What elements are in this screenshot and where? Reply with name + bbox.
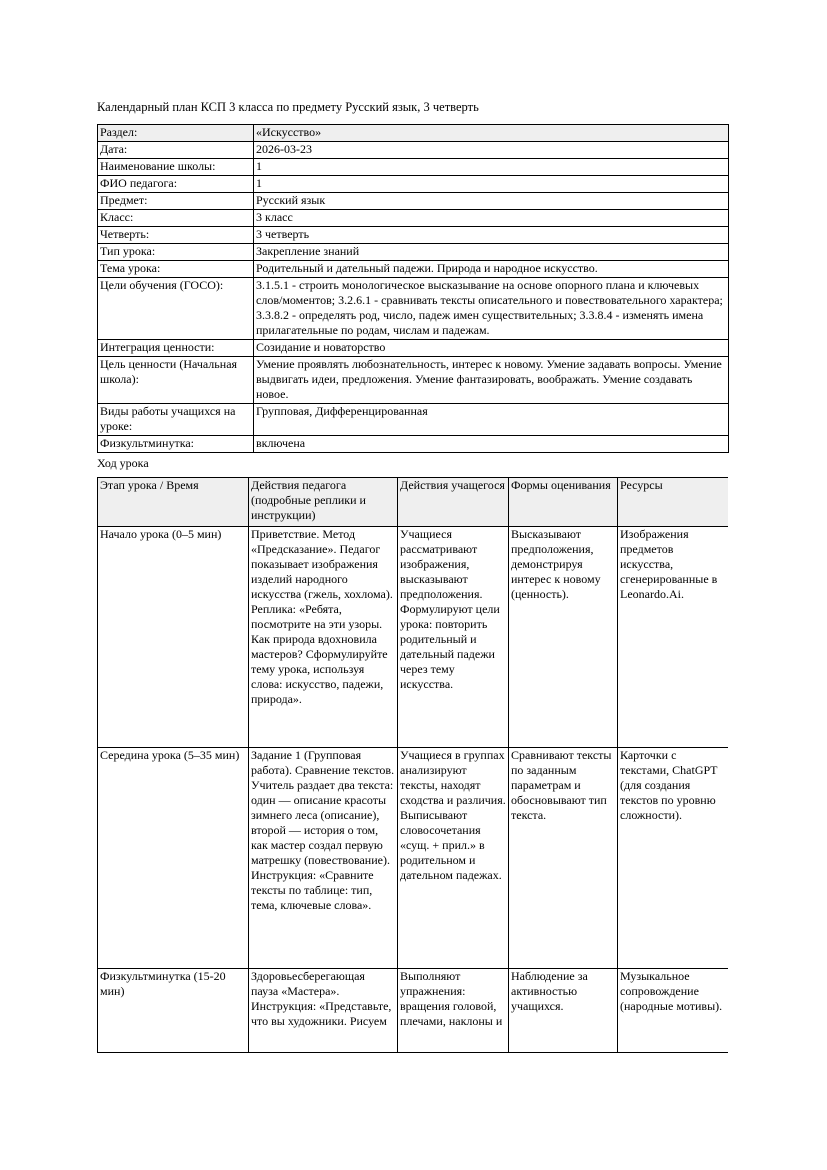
lesson-row [98, 748, 729, 969]
resources-cell: Изображения предметов искусства, сгенерированные в Leonardo.Ai. [618, 527, 729, 748]
info-label: Дата: [98, 142, 254, 159]
assessment-cell: Наблюдение за активностью учащихся. [509, 969, 618, 1053]
info-label: Предмет: [98, 193, 254, 210]
info-value: Созидание и новаторство [254, 340, 729, 357]
info-row [98, 244, 729, 261]
lesson-flow-clipped-region [97, 477, 728, 1055]
info-row [98, 436, 729, 453]
info-row [98, 404, 729, 436]
info-label: Тема урока: [98, 261, 254, 278]
info-label: Виды работы учащихся на уроке: [98, 404, 254, 436]
document-title: Календарный план КСП 3 класса по предмету Русский язык, 3 четверть [97, 100, 479, 114]
info-value: Закрепление знаний [254, 244, 729, 261]
resources-cell: Карточки с текстами, ChatGPT (для создания текстов по уровню сложности). [618, 748, 729, 969]
info-value: Групповая, Дифференцированная [254, 404, 729, 436]
info-label: Наименование школы: [98, 159, 254, 176]
info-label: ФИО педагога: [98, 176, 254, 193]
info-value: Умение проявлять любознательность, интерес к новому. Умение задавать вопросы. Умение выдвигать идеи, предложения. Умение фантазировать, воображать. Умение создавать новое. [254, 357, 729, 404]
info-value: «Искусство» [254, 125, 729, 142]
info-row [98, 340, 729, 357]
section-heading: Ход урока [97, 456, 149, 470]
teacher-actions-cell: Здоровьесберегающая пауза «Мастера». Инструкция: «Представьте, что вы художники. Рисуем [249, 969, 398, 1053]
column-header-stage: Этап урока / Время [98, 478, 249, 527]
column-header-teacher-actions: Действия педагога (подробные реплики и инструкции) [249, 478, 398, 527]
stage-cell: Середина урока (5–35 мин) [98, 748, 249, 969]
lesson-header-row [98, 478, 729, 527]
assessment-cell: Сравнивают тексты по заданным параметрам и обосновывают тип текста. [509, 748, 618, 969]
info-value: Русский язык [254, 193, 729, 210]
info-row [98, 357, 729, 404]
column-header-resources: Ресурсы [618, 478, 729, 527]
info-row [98, 193, 729, 210]
student-actions-cell: Выполняют упражнения: вращения головой, плечами, наклоны и [398, 969, 509, 1053]
stage-cell: Начало урока (0–5 мин) [98, 527, 249, 748]
lesson-flow-table [97, 477, 728, 1053]
info-row [98, 261, 729, 278]
info-label: Цели обучения (ГОСО): [98, 278, 254, 340]
info-row [98, 210, 729, 227]
info-row [98, 142, 729, 159]
column-header-student-actions: Действия учащегося [398, 478, 509, 527]
info-row [98, 159, 729, 176]
teacher-actions-cell: Задание 1 (Групповая работа). Сравнение текстов. Учитель раздает два текста: один — описание красоты зимнего леса (описание), второй — история о том, как мастер создал первую матрешку (повествование). Инструкция: «Сравните тексты по таблице: тип, тема, ключевые слова». [249, 748, 398, 969]
info-row [98, 278, 729, 340]
info-value: 1 [254, 176, 729, 193]
student-actions-cell: Учащиеся рассматривают изображения, высказывают предположения. Формулируют цели урока: повторить родительный и дательный падежи через тему искусства. [398, 527, 509, 748]
info-label: Интеграция ценности: [98, 340, 254, 357]
info-row [98, 176, 729, 193]
document-content [97, 100, 728, 1055]
lesson-row [98, 527, 729, 748]
info-row [98, 125, 729, 142]
teacher-actions-cell: Приветствие. Метод «Предсказание». Педагог показывает изображения изделий народного искусства (гжель, хохлома). Реплика: «Ребята, посмотрите на эти узоры. Как природа вдохновила мастеров? Сформулируйте тему урока, используя слова: искусство, падежи, природа». [249, 527, 398, 748]
info-row [98, 227, 729, 244]
info-value: включена [254, 436, 729, 453]
lesson-info-table [97, 124, 729, 453]
info-label: Цель ценности (Начальная школа): [98, 357, 254, 404]
assessment-cell: Высказывают предположения, демонстрируя интерес к новому (ценность). [509, 527, 618, 748]
info-label: Раздел: [98, 125, 254, 142]
info-label: Класс: [98, 210, 254, 227]
resources-cell: Музыкальное сопровождение (народные мотивы). [618, 969, 729, 1053]
info-label: Тип урока: [98, 244, 254, 261]
info-value: 3.1.5.1 - строить монологическое высказывание на основе опорного плана и ключевых слов/моментов; 3.2.6.1 - сравнивать тексты описательного и повествовательного характера; 3.3.8.2 - определять род, число, падеж имен существительных; 3.3.8.4 - изменять имена прилагательные по родам, числам и падежам. [254, 278, 729, 340]
info-value: Родительный и дательный падежи. Природа и народное искусство. [254, 261, 729, 278]
info-label: Четверть: [98, 227, 254, 244]
info-value: 2026-03-23 [254, 142, 729, 159]
stage-cell: Физкультминутка (15-20 мин) [98, 969, 249, 1053]
student-actions-cell: Учащиеся в группах анализируют тексты, находят сходства и различия. Выписывают словосочетания «сущ. + прил.» в родительном и дательном падежах. [398, 748, 509, 969]
info-value: 1 [254, 159, 729, 176]
info-value: 3 класс [254, 210, 729, 227]
info-value: 3 четверть [254, 227, 729, 244]
info-label: Физкультминутка: [98, 436, 254, 453]
lesson-row [98, 969, 729, 1053]
column-header-assessment: Формы оценивания [509, 478, 618, 527]
